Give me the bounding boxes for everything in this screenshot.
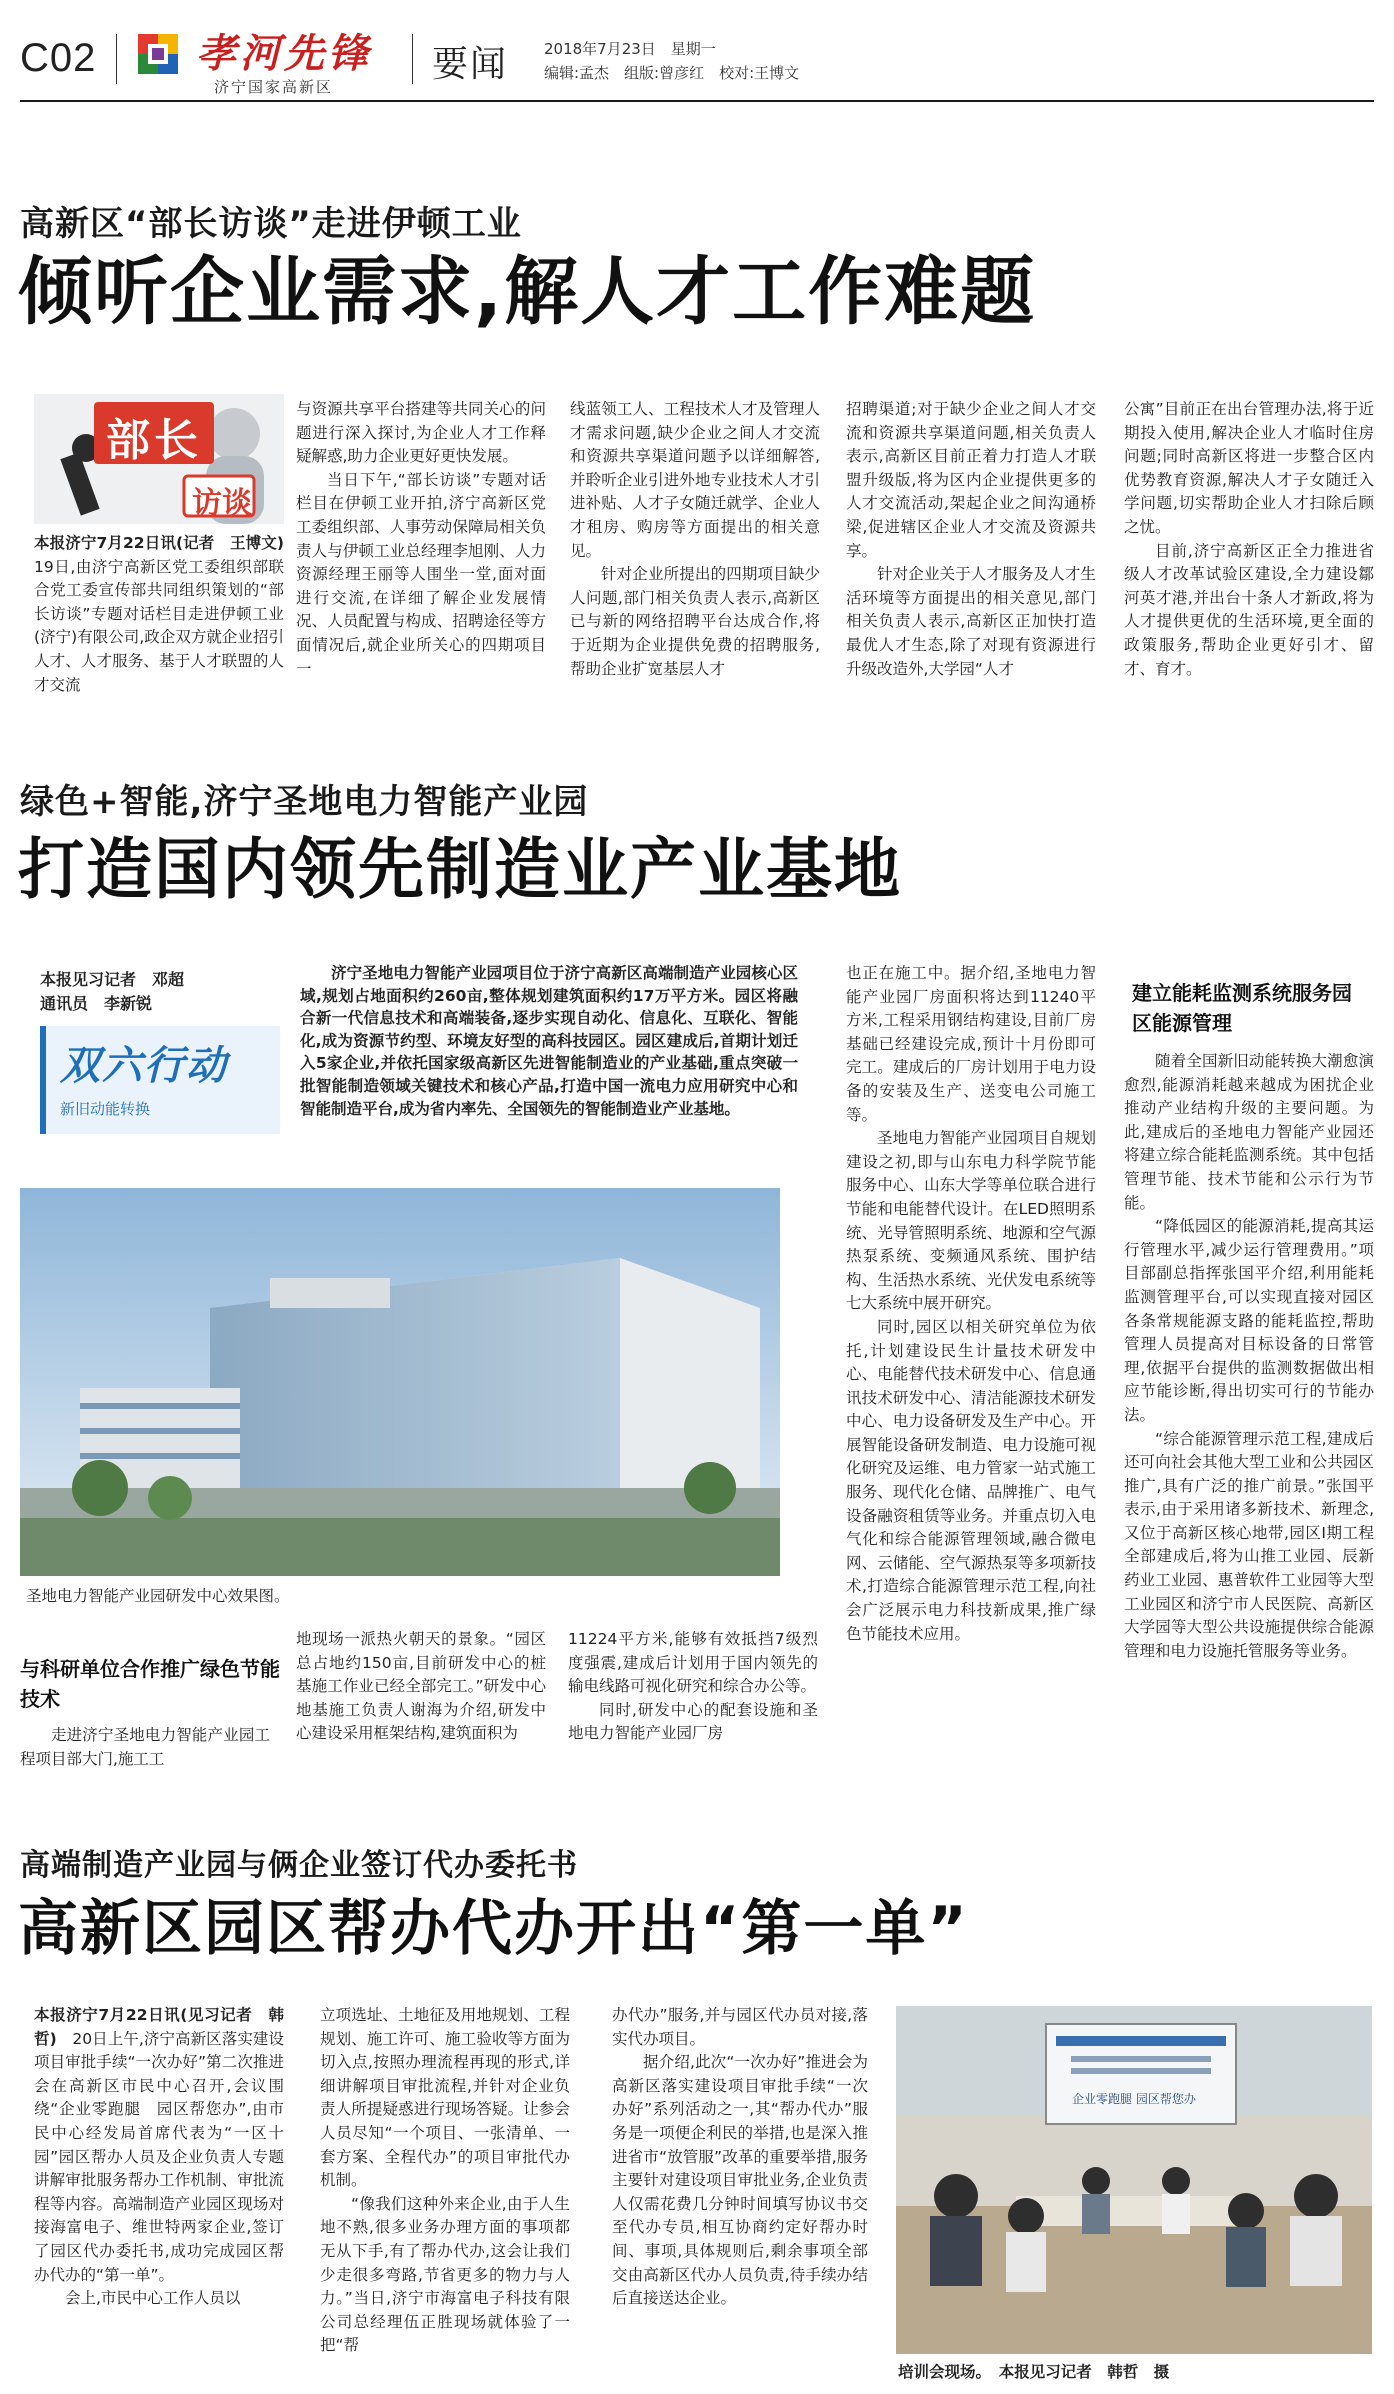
article2-headline: 打造国内领先制造业产业基地 — [18, 831, 902, 908]
training-meeting-photo — [896, 2006, 1372, 2354]
article2-subhead1: 与科研单位合作推广绿色节能技术 — [20, 1657, 280, 1711]
article3-kicker: 高端制造产业园与俩企业签订代办委托书 — [20, 1848, 578, 1883]
article2-sec1-col3-p2: 同时,研发中心的配套设施和圣地电力智能产业园厂房 — [568, 1700, 818, 1743]
article3-col1-text: 20日上午,济宁高新区落实建设项目审批手续“一次办好”第二次推进会在高新区市民中心召开,会议围绕“企业零跑腿 园区帮您办”,由市民中心经发局首席代表为“一区十园”园区帮办人员及企业负责人专题讲解审批服务帮办工作机制、审批流程等内容。高端制造产业园区现场对接海富电子、维世特两家企业,签订了园区代办委托书,成功完成园区帮办代办的“第一单”。 — [34, 2029, 284, 2284]
article1-headline: 倾听企业需求,解人才工作难题 — [18, 249, 1037, 335]
article3-col1-p2: 会上,市民中心工作人员以 — [65, 2289, 241, 2308]
masthead-divider — [116, 34, 117, 84]
article2-right-col — [1124, 1050, 1374, 1776]
article2-sec1-p1: 走进济宁圣地电力智能产业园工程项目部大门,施工工 — [20, 1726, 270, 1768]
article1-col2 — [296, 398, 546, 728]
article1-col3-p1: 线蓝领工人、工程技术人才及管理人才需求问题,缺少企业之间人才交流和资源共享渠道问题予以详细解答,并聆听企业引进外地专业技术人才引进补贴、人才子女随迁就学、企业人才租房、购房等方面提出的相关意见。 — [570, 400, 820, 560]
meeting-screen-title: 企业零跑腿 园区帮您办 — [1072, 2092, 1196, 2106]
article3-col3-text: 办代办”服务,并与园区代办员对接,落实代办项目。 — [612, 2006, 868, 2048]
article3-col3 — [612, 2004, 868, 2384]
rd-center-rendering-photo — [20, 1188, 780, 1576]
article2-byline — [40, 968, 184, 1016]
article1-col5-p1: 公寓”目前正在出台管理办法,将于近期投入使用,解决企业人才临时住房问题;同时高新区将进一步整合区内优势教育资源,解决人才子女随迁入学问题,切实帮助企业人才扫除后顾之忧。 — [1124, 400, 1374, 536]
page-number: C02 — [20, 36, 97, 80]
article3-col3-p2: 据介绍,此次“一次办好”推进会为高新区落实建设项目审批手续“一次办好”系列活动之一,其“帮办代办”服务是一项便企利民的举措,也是深入推进省市“放管服”改革的重要举措,服务主要针对建设项目审批业务,企业负责人仅需花费几分钟时间填写协议书交至代办专员,相互协商约定好帮办时间、事项,具体规则后,剩余事项全部交由高新区代办人员负责,待手续办结后直接送达企业。 — [612, 2053, 868, 2308]
article2-sec1-col3 — [568, 1628, 818, 1776]
article2-right-p1: 随着全国新旧动能转换大潮愈演愈烈,能源消耗越来越成为困扰企业推动产业结构升级的主要问题。为此,建成后的圣地电力智能产业园还将建立综合能耗监测系统。其中包括管理节能、技术节能和公示行为节能。 — [1124, 1052, 1374, 1212]
masthead-rule — [20, 100, 1374, 102]
article1-col1 — [34, 532, 284, 726]
article2-sec1-col1 — [20, 1724, 270, 1776]
article2-photo-caption: 圣地电力智能产业园研发中心效果图。 — [26, 1587, 290, 1605]
article3-col2 — [320, 2004, 570, 2384]
article1-col5-p2: 目前,济宁高新区正全力推进省级人才改革试验区建设,全力建设鄒河英才港,并出台十条人才新政,将为人才提供更优的生活环境,更全面的政策服务,帮助企业更好引才、留才、育才。 — [1124, 541, 1374, 678]
article2-mid-p3: 同时,园区以相关研究单位为依托,计划建设民生计量技术研发中心、电能替代技术研发中心、信息通讯技术研发中心、清洁能源技术研发中心、电力设备研发及生产中心。开展智能设备研发制造、电力设施可视化研究及运维、电力管家一站式施工服务、现代化仓储、品牌推广、电气设备融资租赁等业务。并重点切入电气化和综合能源管理领域,融合微电网、云储能、空气源热泵等多项新技术,打造综合能源管理示范工程,向社会广泛展示电力科技新成果,推广绿色节能技术应用。 — [846, 1317, 1096, 1643]
badge-sub-text: 新旧动能转换 — [60, 1100, 151, 1118]
article1-col3-p2: 针对企业所提出的四期项目缺少人问题,部门相关负责人表示,高新区已与新的网络招聘平台达成合作,将于近期为企业提供免费的招聘服务,帮助企业扩宽基层人才 — [570, 565, 820, 678]
article1-col5 — [1124, 398, 1374, 728]
article3-col2-text: 立项选址、土地征及用地规划、工程规划、施工许可、施工验收等方面为切入点,按照办理流程再现的形式,详细讲解项目审批流程,并针对企业负责人所提疑惑进行现场答疑。让参会人员尽知“一个项目、一张清单、一套方案、全程代办”的项目审批代办机制。 — [320, 2006, 570, 2190]
article2-mid-p2: 圣地电力智能产业园项目自规划建设之初,即与山东电力科学院节能服务中心、山东大学等单位联合进行节能和电能替代设计。在LED照明系统、光导管照明系统、地源和空气源热泵系统、变频通风系统、围护结构、生活热水系统、光伏发电系统等七大系统中展开研究。 — [846, 1129, 1096, 1313]
article1-col4-p2: 针对企业关于人才服务及人才生活环境等方面提出的相关意见,部门相关负责人表示,高新区正加快打造最优人才生态,除了对现有资源进行升级改造外,大学园“人才 — [846, 565, 1096, 678]
article1-col2-p1: 与资源共享平台搭建等共同关心的问题进行深入探讨,为企业人才工作释疑解惑,助力企业更好更快发展。 — [296, 400, 546, 466]
article2-kicker: 绿色+智能,济宁圣地电力智能产业园 — [20, 782, 589, 822]
masthead-divider-2 — [412, 34, 413, 84]
article2-lead-text: 济宁圣地电力智能产业园项目位于济宁高新区高端制造产业园核心区域,规划占地面积约260亩,整体规划建筑面积约17万平方米。园区将融合新一代信息技术和高端装备,逐步实现自动化、信息化、互联化、智能化,成为资源节约型、环境友好型的高科技园区。园区建成后,首期计划迁入5家企业,并依托国家级高新区先进智能制造业的产业基础,重点突破一批智能制造领域关键技术和核心产品,打造中国一流电力应用研究中心和智能制造平台,成为省内率先、全国领先的智能制造业产业基地。 — [300, 964, 798, 1118]
article2-right-p2: “降低园区的能源消耗,提高其运行管理水平,减少运行管理费用。”项目部副总指挥张国平介绍,利用能耗监测管理平台,可以实现直接对园区各条常规能源支路的能耗监控,帮助管理人员提高对目标设备的日常管理,依据平台提供的监测数据做出相应节能诊断,得出切实可行的节能办法。 — [1124, 1217, 1374, 1424]
article1-dateline: 本报济宁7月22日讯(记者 王博文) — [34, 534, 284, 552]
paper-logo — [134, 30, 182, 78]
article2-subhead2: 建立能耗监测系统服务园区能源管理 — [1132, 981, 1352, 1035]
article2-sec1-col2 — [296, 1628, 546, 1776]
editorial-credits: 编辑:孟杰 组版:曾彦红 校对:王博文 — [544, 64, 800, 82]
byline-reporter: 本报见习记者 邓超 — [40, 970, 185, 989]
article2-sec1-col2-text: 地现场一派热火朝天的景象。“园区总占地约150亩,目前研发中心的桩基施工作业已经全部完工。”研发中心地基施工负责人谢海为介绍,研发中心建设采用框架结构,建筑面积为 — [296, 1630, 546, 1743]
issue-date: 2018年7月23日 星期一 — [544, 40, 716, 58]
article1-lead: 19日,由济宁高新区党工委组织部联合党工委宣传部共同组织策划的“部长访谈”专题对话栏目走进伊顿工业(济宁)有限公司,政企双方就企业招引人才、人才服务、基于人才联盟的人才交流 — [34, 557, 284, 694]
badge-title-bottom: 访谈 — [192, 486, 252, 521]
article1-kicker: 高新区“部长访谈”走进伊顿工业 — [20, 204, 522, 244]
interview-badge-image — [34, 394, 284, 524]
article3-dateline: 本报济宁7月22日讯(见习记者 韩哲) — [34, 2006, 284, 2048]
article3-col1 — [34, 2004, 284, 2384]
article3-photo-caption: 培训会现场。 本报见习记者 韩哲 摄 — [898, 2363, 1170, 2381]
district-name: 济宁国家高新区 — [214, 79, 334, 96]
badge-title-top: 部长 — [106, 415, 202, 466]
article2-sec1-col3-text: 11224平方米,能够有效抵挡7级烈度强震,建成后计划用于国内领先的输电线路可视化研究和综合办公等。 — [568, 1630, 818, 1696]
section-name: 要闻 — [432, 44, 509, 85]
badge-main-text: 双六行动 — [60, 1043, 228, 1089]
article2-mid-p1: 也正在施工中。据介绍,圣地电力智能产业园厂房面积将达到11240平方米,工程采用钢结构建设,目前厂房基础已经建设完成,预计十月份即可完工。建成后的厂房计划用于电力设备的安装及生产、送变电公司施工等。 — [846, 964, 1096, 1124]
article1-col3 — [570, 398, 820, 728]
article1-col4-p1: 招聘渠道;对于缺少企业之间人才交流和资源共享渠道问题,相关负责人表示,高新区目前正着力打造人才联盟升级版,将为区内企业提供更多的人才交流活动,架起企业之间沟通桥梁,促进辖区企业人才交流及资源共享。 — [846, 400, 1096, 560]
article1-col2-p2: 当日下午,“部长访谈”专题对话栏目在伊顿工业开拍,济宁高新区党工委组织部、人事劳动保障局相关负责人与伊顿工业总经理李旭刚、人力资源经理王丽等人围坐一堂,面对面进行交流,在详细了解企业发展情况、人员配置与构成、招聘途径等方面情况后,就企业所关心的四期项目一 — [296, 470, 546, 678]
article3-headline: 高新区园区帮办代办开出“第一单” — [18, 1894, 969, 1964]
article3-col2-p2: “像我们这种外来企业,由于人生地不熟,很多业务办理方面的事项都无从下手,有了帮办代办,这会让我们少走很多弯路,节省更多的物力与人力。”当日,济宁市海富电子科技有限公司总经理伍正胜现场就体验了一把“帮 — [320, 2194, 570, 2355]
paper-name: 孝河先锋 — [196, 30, 372, 77]
double-six-badge — [40, 1026, 280, 1134]
article1-col4 — [846, 398, 1096, 728]
article2-mid-col — [846, 962, 1096, 1776]
byline-correspondent: 通讯员 李新锐 — [40, 994, 153, 1013]
article2-lead — [300, 962, 798, 1176]
article2-right-p3: “综合能源管理示范工程,建成后还可向社会其他大型工业和公共园区推广,具有广泛的推广前景。”张国平表示,由于采用诸多新技术、新理念,又位于高新区核心地带,园区I期工程全部建成后,将为山推工业园、辰新药业工业园、惠普软件工业园等大型工业园区和济宁市人民医院、高新区大学园等大型公共设施提供综合能源管理和电力设施托管服务等业务。 — [1124, 1429, 1374, 1660]
logo-pinwheel-icon — [134, 30, 182, 78]
